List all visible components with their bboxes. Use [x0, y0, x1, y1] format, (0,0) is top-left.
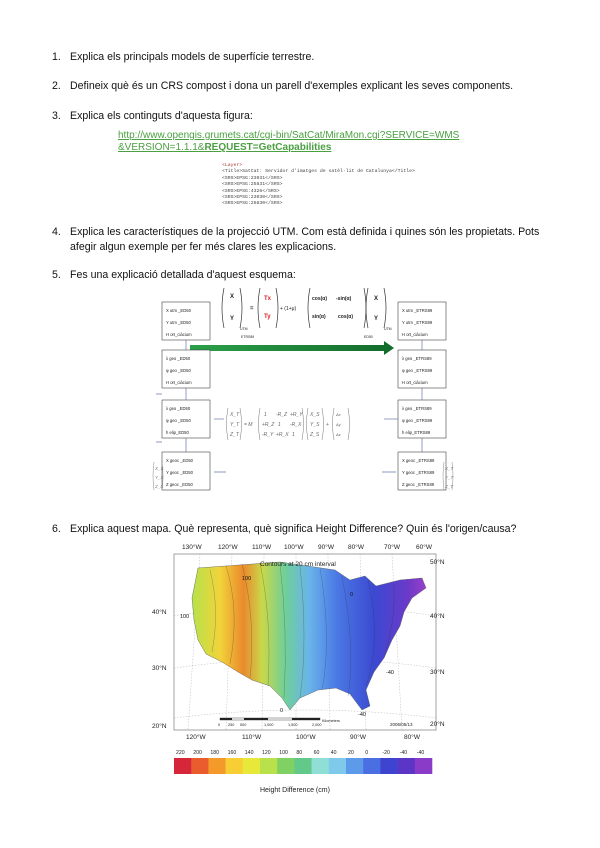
- link-line-2b[interactable]: REQUEST=GetCapabilities: [204, 142, 332, 153]
- question-text: Explica els principals models de superfície terrestre.: [70, 51, 315, 63]
- helmert-zs: Z_S: [310, 432, 320, 438]
- left-box-2-line-2: φ geo _ED50: [166, 368, 191, 373]
- right-box-3-line-3: h elip_ETRS89: [402, 430, 431, 435]
- bracket-left-x: X_S: [155, 466, 164, 471]
- matrix-x2: X: [374, 296, 379, 302]
- right-box-2-line-3: H ort_ciàcium: [402, 380, 428, 385]
- transform-arrow-icon: [190, 341, 394, 355]
- helmert-a31: -R_Y: [262, 432, 274, 438]
- bracket-right-x: X_T: [445, 466, 454, 471]
- map-title: Contours at 20 cm interval: [260, 561, 336, 568]
- helmert-dx: Δx: [336, 412, 341, 417]
- bottom-lon-label: 110°W: [242, 734, 262, 741]
- matrix-utm: UTM: [240, 327, 248, 331]
- matrix-sin: sin(α): [312, 314, 326, 320]
- helmert-dz: Δz: [336, 432, 341, 437]
- legend-value: 100: [279, 750, 288, 756]
- legend-value: 200: [193, 750, 202, 756]
- bracket-left-z: Z_S: [155, 484, 164, 489]
- top-lon-label: 80°W: [348, 544, 364, 551]
- matrix-y2: Y: [374, 316, 379, 322]
- legend-value: 160: [227, 750, 237, 756]
- xml-line: <Layer>: [222, 163, 243, 168]
- scale-unit: Kilometers: [322, 719, 340, 723]
- helmert-equation: [227, 408, 350, 440]
- matrix-y: Y: [230, 316, 235, 322]
- helmert-a12: -R_Z: [276, 412, 288, 418]
- right-box-3-line-1: λ geo _ETRS89: [402, 406, 432, 411]
- xml-line: <SRS>EPSG:23031</SRS>: [222, 175, 283, 181]
- legend-swatch: [380, 758, 398, 774]
- left-box-3-line-1: λ geo _ED50: [166, 406, 191, 411]
- top-lon-label: 90°W: [318, 544, 334, 551]
- legend-value: 80: [296, 750, 303, 756]
- legend-value: 60: [313, 750, 320, 756]
- helmert-a32: +R_X: [276, 432, 289, 438]
- bracket-right-y: Y_T: [445, 475, 454, 480]
- helmert-xs: X_S: [310, 412, 320, 418]
- top-longitude-labels: [182, 543, 433, 551]
- legend-swatch: [260, 758, 278, 774]
- legend-value: 120: [262, 750, 271, 756]
- left-box-1-line-3: H ort_ciàcium: [166, 332, 192, 337]
- left-lat-label: 30°N: [152, 665, 167, 672]
- helmert-a21: +R_Z: [262, 422, 275, 428]
- top-lon-label: 110°W: [252, 544, 272, 551]
- left-box-1-line-1: X utm _ED50: [166, 308, 191, 313]
- helmert-a11: 1: [264, 412, 267, 418]
- xml-line: <Title>SatCat: Servidor d'imatges de satèl·lit de Catalunya</Title>: [222, 169, 415, 175]
- contour-label: 0: [280, 708, 284, 714]
- legend-swatch: [346, 758, 364, 774]
- legend-value: 220: [176, 750, 185, 756]
- matrix-scale: + (1+μ): [280, 306, 297, 312]
- question-text: Explica les característiques de la projecció UTM. Com està definida i quines són les propietats. Pots afegir algun exemple per fer més clares les explicacions.: [70, 226, 540, 253]
- top-lon-label: 100°W: [284, 544, 304, 551]
- helmert-zt: Z_T: [230, 432, 239, 438]
- getcapabilities-link[interactable]: [118, 130, 478, 154]
- helmert-a22: 1: [278, 422, 281, 428]
- legend-value: -20: [382, 750, 390, 756]
- contour-label: 100: [242, 576, 252, 582]
- top-lon-label: 130°W: [182, 544, 202, 551]
- left-box-4-line-3: Z geoc _ED50: [166, 482, 193, 487]
- link-line-1[interactable]: http://www.opengis.grumets.cat/cgi-bin/SatCat/MiraMon.cgi?SERVICE=WMS: [118, 130, 460, 141]
- legend-swatch: [415, 758, 433, 774]
- helmert-yt: Y_T: [230, 422, 240, 428]
- bottom-lon-label: 80°W: [404, 734, 420, 741]
- right-box-2-line-2: φ geo _ETRS89: [402, 368, 433, 373]
- top-lon-label: 70°W: [384, 544, 400, 551]
- matrix-ed50: ED50: [364, 335, 373, 339]
- matrix-tx: Tx: [264, 296, 272, 302]
- legend-swatch: [329, 758, 347, 774]
- scale-label: 1,500: [288, 723, 298, 727]
- matrix-ty: Ty: [264, 314, 271, 320]
- contour-label: 0: [350, 592, 354, 598]
- right-box-4-line-3: Z geoc _ETRS89: [402, 482, 435, 487]
- question-text: Defineix què és un CRS compost i dona un parell d'exemples explicant les seves components.: [70, 80, 514, 92]
- legend-swatch: [312, 758, 330, 774]
- question-number: 2.: [52, 80, 61, 92]
- right-box-4-line-1: X geoc _ETRS89: [402, 458, 435, 463]
- helmert-xt: X_T: [230, 412, 240, 418]
- utm-matrix-equation: [222, 288, 392, 339]
- legend-swatch: [174, 758, 192, 774]
- left-box-3-line-3: h elip_ED50: [166, 430, 189, 435]
- contour-label: -40: [386, 670, 394, 676]
- legend-swatch: [226, 758, 244, 774]
- legend-value: 140: [244, 750, 254, 756]
- legend-swatch: [363, 758, 381, 774]
- left-box-2-line-3: H ort_ciàcium: [166, 380, 192, 385]
- question-number: 1.: [52, 51, 61, 63]
- legend-swatch: [277, 758, 295, 774]
- xml-line: <SRS>EPSG:4326</SRS>: [222, 188, 280, 194]
- datum-transformation-scheme: [152, 284, 452, 494]
- xml-line: <SRS>EPSG:23030</SRS>: [222, 195, 283, 201]
- matrix-utm2: UTM: [384, 327, 392, 331]
- right-box-3-line-2: φ geo _ETRS89: [402, 418, 433, 423]
- question-number: 3.: [52, 110, 61, 122]
- legend-value: -40: [399, 750, 408, 756]
- question-text: Fes una explicació detallada d'aquest esquema:: [70, 269, 296, 281]
- matrix-etrs89: ETRS89: [241, 335, 255, 339]
- right-lat-label: 40°N: [430, 613, 445, 620]
- helmert-dy: Δy: [336, 422, 341, 427]
- helmert-m: = M: [244, 422, 253, 428]
- xml-line: <SRS>EPSG:25830</SRS>: [222, 201, 283, 207]
- matrix-x: X: [230, 294, 235, 300]
- left-lat-label: 20°N: [152, 723, 167, 730]
- contour-label: 100: [180, 614, 190, 620]
- contour-label: -40: [358, 712, 366, 718]
- right-lat-label: 50°N: [430, 559, 445, 566]
- bottom-lon-label: 120°W: [186, 734, 206, 741]
- scale-label: 500: [240, 723, 247, 727]
- bottom-lon-label: 90°W: [350, 734, 366, 741]
- legend-value: 0: [365, 750, 369, 756]
- height-difference-map: [152, 540, 450, 800]
- right-box-4-line-2: Y geoc _ETRS89: [402, 470, 435, 475]
- right-box-1-line-2: Y utm _ETRS89: [402, 320, 433, 325]
- legend-value: -40: [416, 750, 425, 756]
- bracket-left-y: Y_S: [155, 475, 164, 480]
- bottom-lon-label: 100°W: [296, 734, 316, 741]
- bracket-right-z: Z_T: [445, 484, 454, 489]
- question-number: 4.: [52, 226, 61, 238]
- legend-value: 180: [210, 750, 220, 756]
- left-box-1-line-2: Y utm _ED50: [166, 320, 191, 325]
- left-box-3-line-2: φ geo _ED50: [166, 418, 191, 423]
- question-number: 5.: [52, 269, 61, 281]
- legend-swatch: [208, 758, 226, 774]
- legend-value: 40: [330, 750, 337, 756]
- right-box-2-line-1: λ geo _ETRS89: [402, 356, 432, 361]
- scale-label: 2,000: [312, 723, 322, 727]
- right-box-1-line-3: H ort_ciàcium: [402, 332, 428, 337]
- bottom-longitude-labels: [186, 733, 421, 741]
- helmert-plus: +: [326, 422, 329, 428]
- helmert-a33: 1: [292, 432, 295, 438]
- scale-label: 0: [218, 723, 221, 727]
- question-text: Explica els continguts d'aquesta figura:: [70, 110, 253, 122]
- left-lat-label: 40°N: [152, 609, 167, 616]
- helmert-a13: +R_Y: [290, 412, 303, 418]
- map-date-stamp: 2006/05/13: [390, 722, 413, 727]
- left-box-4-line-1: X geoc _ED50: [166, 458, 194, 463]
- xml-figure: [222, 163, 468, 213]
- right-lat-label: 30°N: [430, 669, 445, 676]
- legend-swatch: [398, 758, 416, 774]
- helmert-a23: -R_X: [290, 422, 302, 428]
- top-lon-label: 120°W: [218, 544, 238, 551]
- right-lat-label: 20°N: [430, 721, 445, 728]
- scale-label: 1,000: [264, 723, 274, 727]
- scale-label: 250: [228, 723, 235, 727]
- left-box-2-line-1: λ geo _ED50: [166, 356, 191, 361]
- left-box-4-line-2: Y geoc _ED50: [166, 470, 193, 475]
- matrix-minus-sin: -sin(α): [336, 296, 352, 302]
- question-text: Explica aquest mapa. Què representa, què significa Height Difference? Quin és l'origen/causa?: [70, 523, 517, 535]
- matrix-equals: =: [250, 306, 254, 312]
- matrix-cos-2: cos(α): [338, 314, 354, 320]
- helmert-ys: Y_S: [310, 422, 320, 428]
- top-lon-label: 60°W: [416, 544, 432, 551]
- legend-swatch: [243, 758, 260, 774]
- xml-line: <SRS>EPSG:25831</SRS>: [222, 182, 283, 188]
- link-line-2a[interactable]: &VERSION=1.1.1&: [118, 142, 205, 153]
- legend-swatch: [191, 758, 209, 774]
- legend-swatch: [294, 758, 312, 774]
- legend-title: Height Difference (cm): [260, 787, 330, 794]
- question-number: 6.: [52, 523, 61, 535]
- right-box-1-line-1: X utm _ETRS89: [402, 308, 433, 313]
- legend-value: 20: [348, 750, 354, 756]
- matrix-cos-1: cos(α): [312, 296, 328, 302]
- color-legend: [174, 750, 432, 774]
